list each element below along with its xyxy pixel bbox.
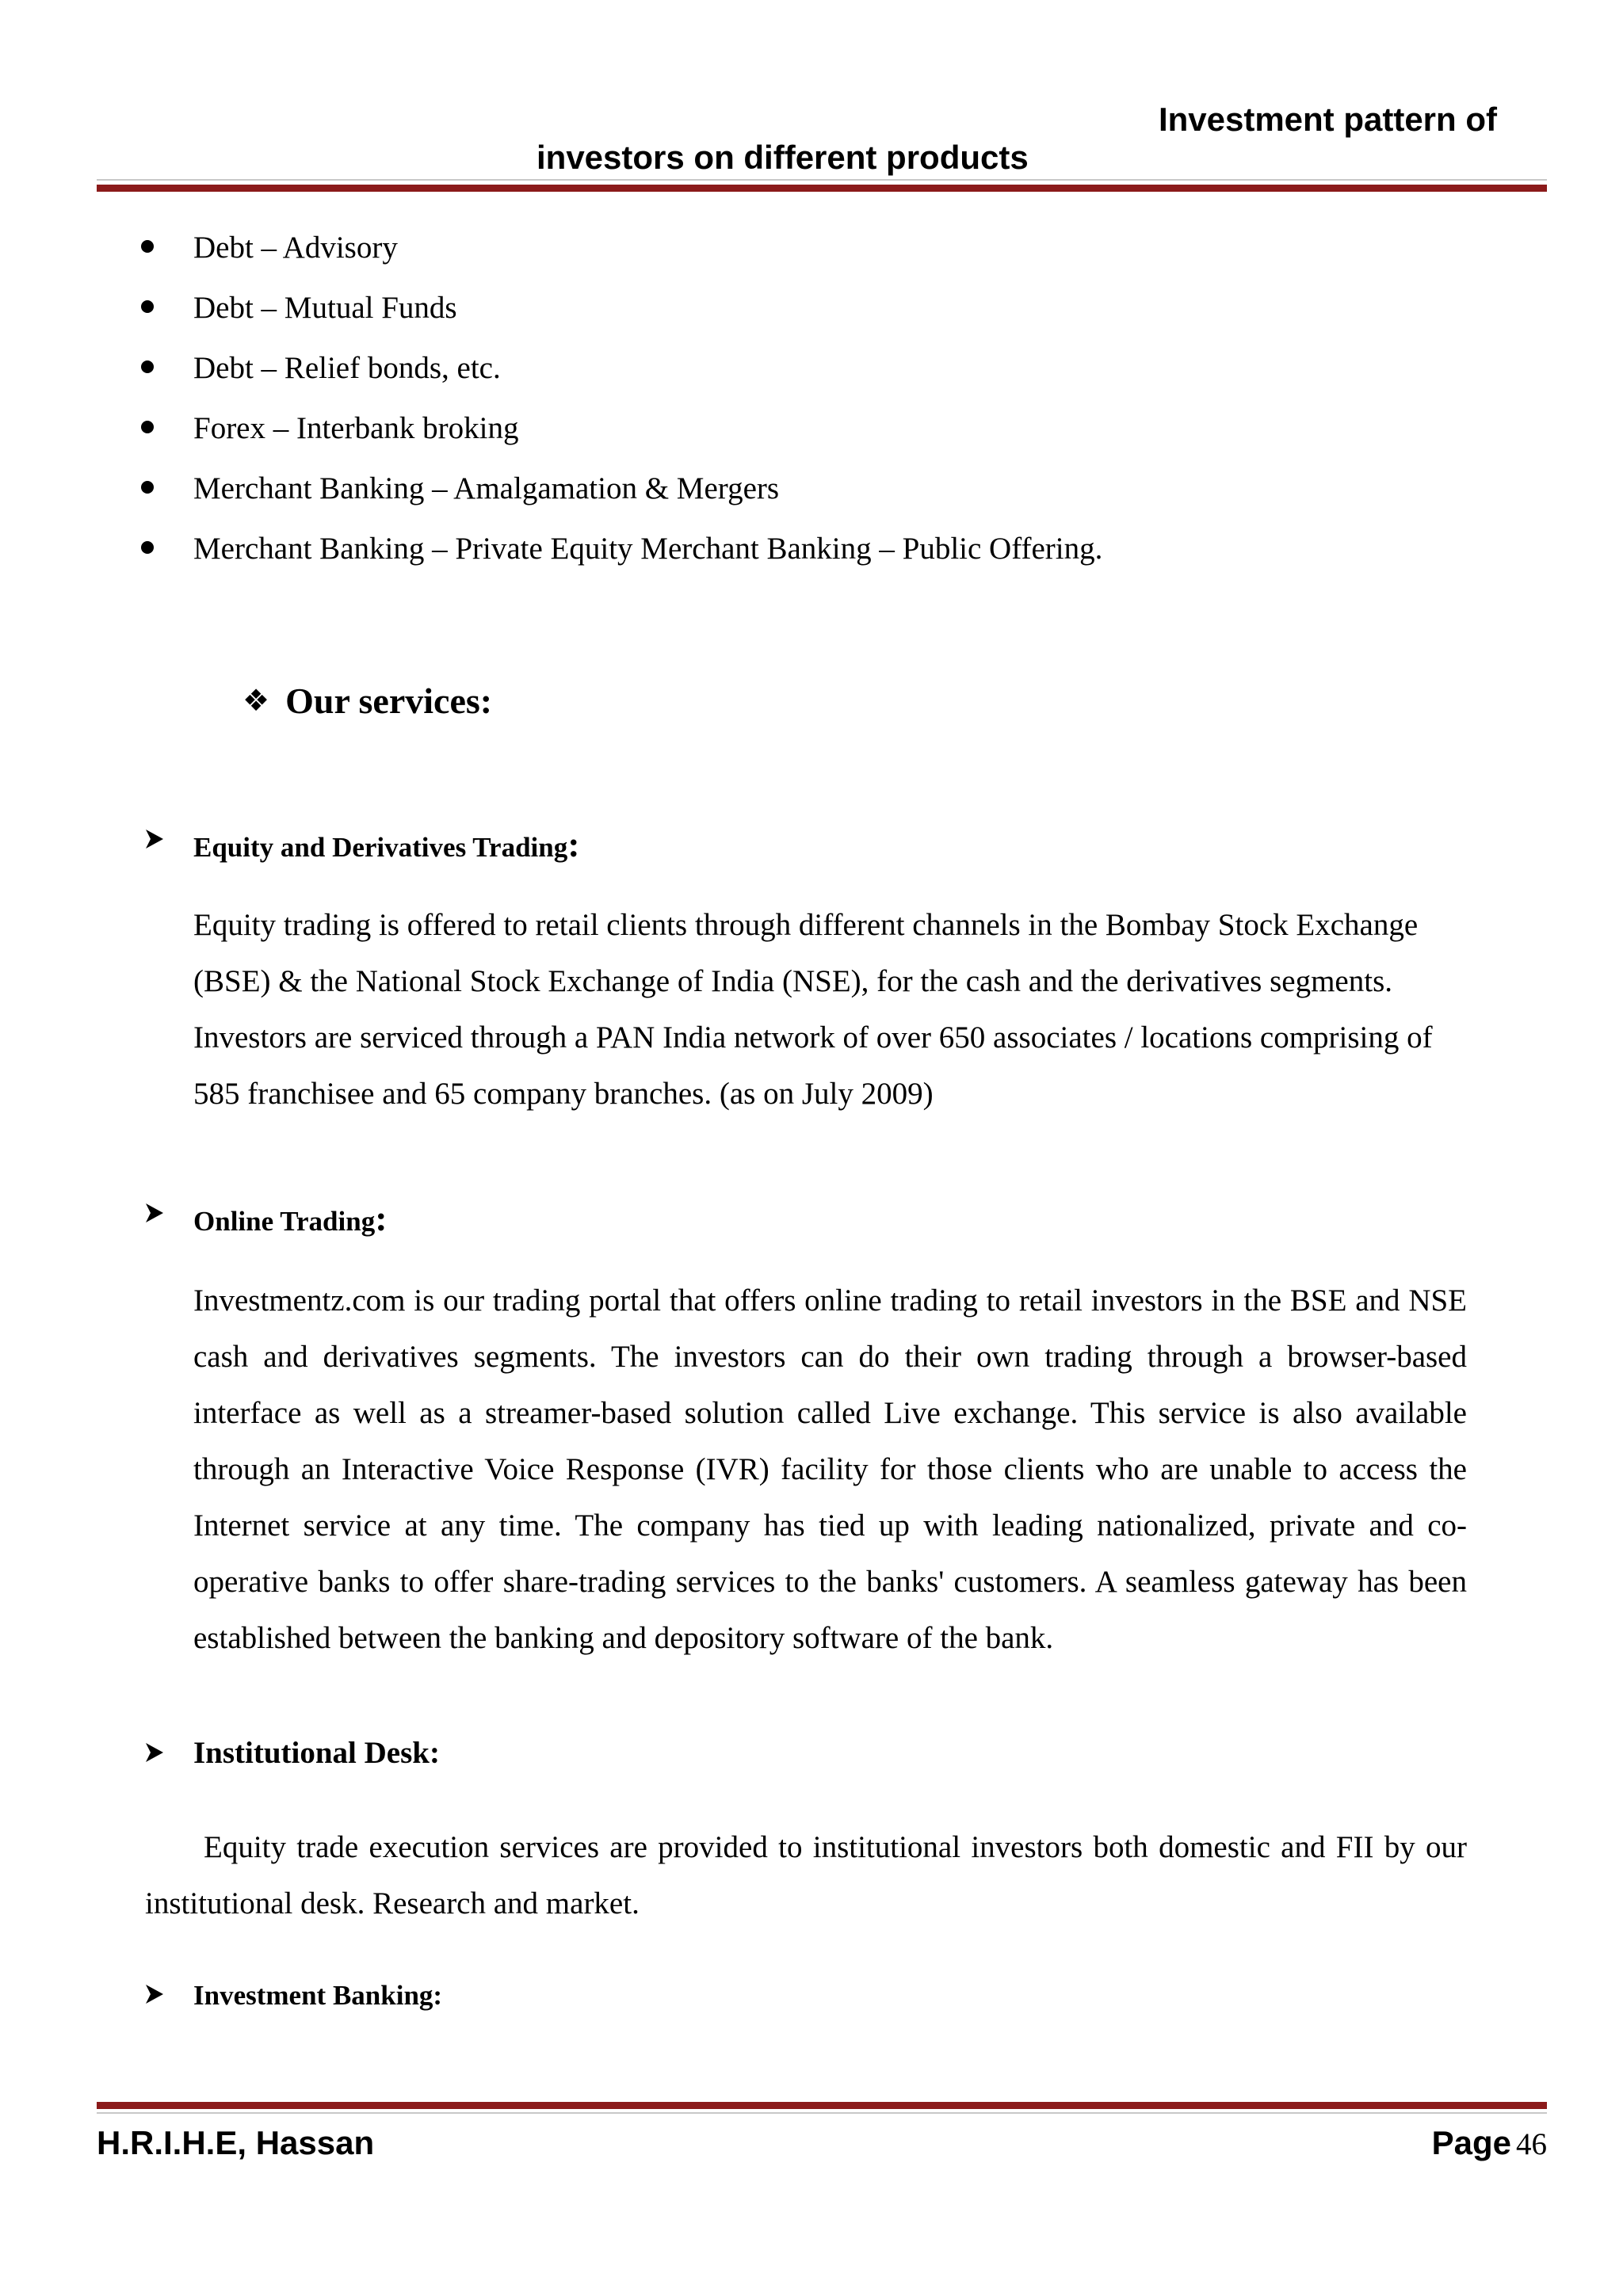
section-title: Online Trading — [193, 1206, 376, 1237]
bullet-icon — [141, 481, 154, 494]
section-colon: : — [375, 1198, 388, 1238]
arrow-bullet-icon — [145, 1981, 164, 2009]
bullet-icon — [141, 541, 154, 554]
list-item-text: Merchant Banking – Private Equity Merchant Banking – Public Offering. — [193, 532, 1103, 566]
header-rule-thick — [97, 185, 1547, 192]
section-title: Equity and Derivatives Trading — [193, 832, 568, 863]
header-rule-thin — [97, 179, 1547, 181]
diamond-cross-icon: ❖ — [242, 683, 270, 718]
paragraph-online: Investmentz.com is our trading portal that offers online trading to retail investors in the BSE and NSE cash and derivatives segments. The investors can do their own trading through a browser-based interface as well as a streamer-based solution called Live exchange. This service is also available through an Interactive Voice Response (IVR) facility for those clients who are unable to access the Internet service at any time. The company has tied up with leading nationalized, private and co-operative banks to offer share-trading services to the banks' customers. A seamless gateway has been established between the banking and depository software of the bank. — [193, 1283, 1467, 1655]
bullet-icon — [141, 360, 154, 373]
footer-institution: H.R.I.H.E, Hassan — [97, 2124, 375, 2161]
list-item-text: Debt – Mutual Funds — [193, 291, 457, 325]
footer-rule-thick — [97, 2102, 1547, 2109]
arrow-bullet-icon — [145, 1737, 164, 1768]
header-title-line-2: investors on different products — [537, 139, 1029, 176]
bullet-icon — [141, 421, 154, 433]
services-heading-label: Our services: — [285, 681, 493, 721]
header-title-line-1: Investment pattern of — [1158, 101, 1497, 138]
paragraph-institutional: Equity trade execution services are provided to institutional investors both domestic and FII by our institutional desk. Research and market. — [145, 1830, 1467, 1920]
page-label: Page — [1431, 2124, 1511, 2161]
arrow-bullet-icon — [145, 826, 164, 854]
list-item-text: Debt – Advisory — [193, 231, 398, 265]
section-title: Investment Banking: — [193, 1980, 443, 2011]
bullet-icon — [141, 240, 154, 253]
arrow-bullet-icon — [145, 1200, 164, 1228]
footer-rule-thin — [97, 2112, 1547, 2114]
section-title: Institutional Desk: — [193, 1736, 440, 1770]
list-item-text: Forex – Interbank broking — [193, 411, 519, 445]
services-heading — [242, 683, 492, 719]
paragraph-equity: Equity trading is offered to retail clients through different channels in the Bombay Stock Exchange (BSE) & the National Stock Exchange of India (NSE), for the cash and the derivatives segments. Investors are serviced through a PAN India network of over 650 associates / locations comprising of 585 franchisee and 65 company branches. (as on July 2009) — [193, 908, 1433, 1111]
page-number: 46 — [1516, 2127, 1547, 2161]
bullet-icon — [141, 300, 154, 313]
footer-page — [1432, 2126, 1547, 2160]
list-item-text: Merchant Banking – Amalgamation & Mergers — [193, 471, 780, 505]
list-item-text: Debt – Relief bonds, etc. — [193, 351, 501, 385]
section-colon: : — [567, 824, 580, 864]
